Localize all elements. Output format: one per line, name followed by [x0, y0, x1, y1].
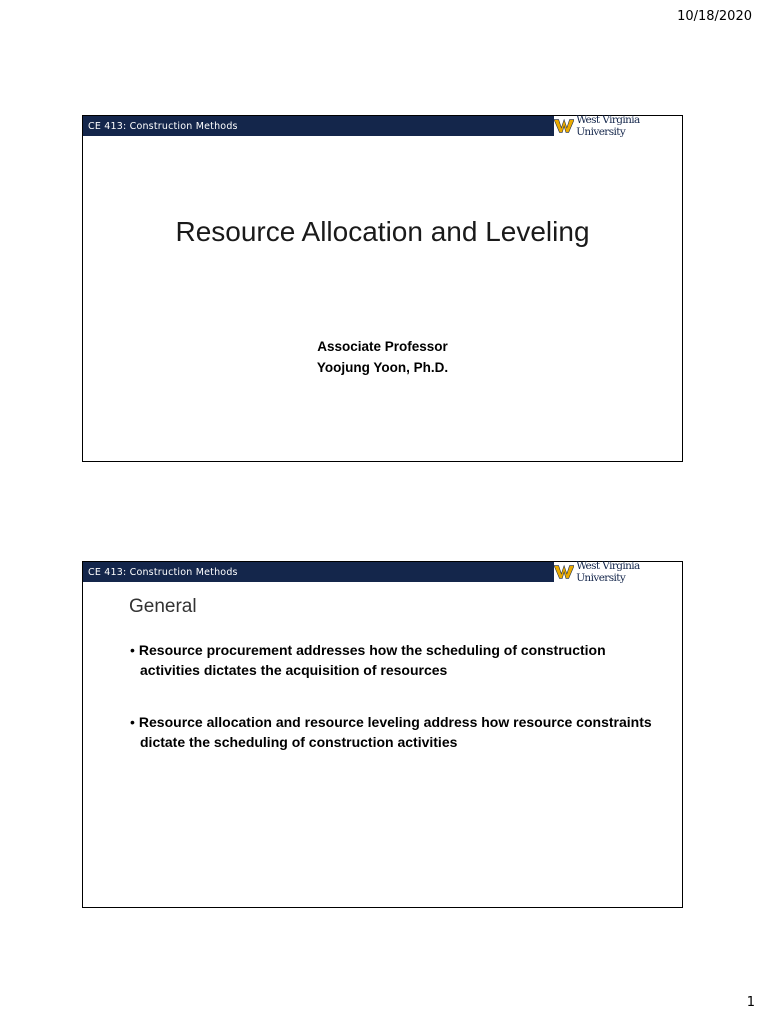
author-block — [83, 336, 682, 378]
slide-header — [83, 116, 682, 136]
slide-2 — [82, 561, 683, 908]
author-name: Yoojung Yoon, Ph.D. — [316, 360, 449, 375]
slide-1 — [82, 115, 683, 462]
bullet-text: Resource allocation and resource leveling address how resource constraints dictate the scheduling of construction activities — [138, 714, 652, 750]
bullet-text: Resource procurement addresses how the scheduling of construction activities dictates the acquisition of resources — [138, 642, 606, 678]
bullet-dot-icon: • — [130, 714, 135, 730]
bullet-item — [127, 712, 652, 752]
course-label: CE 413: Construction Methods — [88, 120, 238, 132]
print-date: 10/18/2020 — [677, 9, 752, 24]
course-label: CE 413: Construction Methods — [88, 566, 238, 578]
university-name: West Virginia University — [576, 114, 640, 138]
bullet-dot-icon: • — [130, 642, 135, 658]
page-number: 1 — [746, 995, 755, 1010]
university-logo — [554, 562, 682, 582]
wv-logo-icon — [554, 118, 574, 134]
slide-title: Resource Allocation and Leveling — [175, 216, 590, 247]
author-role: Associate Professor — [317, 339, 448, 354]
bullet-list — [127, 640, 652, 784]
section-heading: General — [129, 596, 197, 617]
slide-header — [83, 562, 682, 582]
university-logo — [554, 116, 682, 136]
university-name: West Virginia University — [576, 560, 640, 584]
wv-logo-icon — [554, 564, 574, 580]
bullet-item — [127, 640, 652, 680]
